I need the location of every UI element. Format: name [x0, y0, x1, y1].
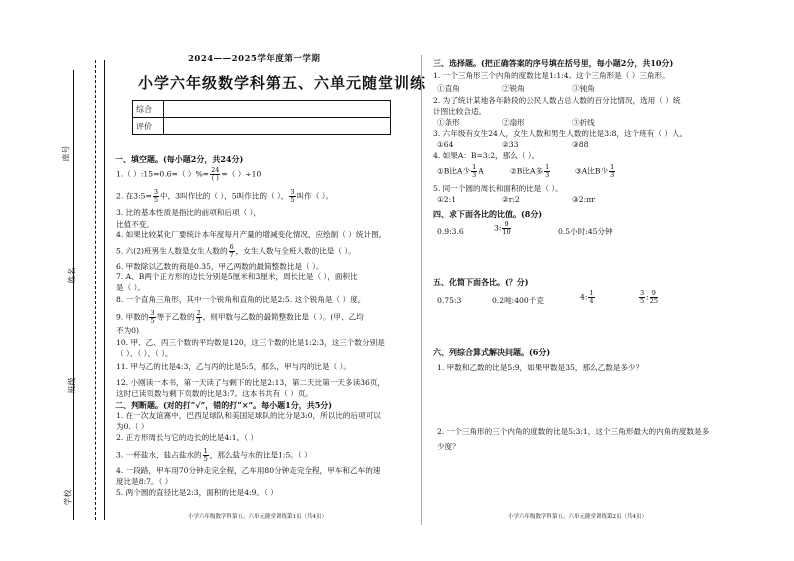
choice-4-option-2: ②B比A多 $\frac{1}{3}$	[510, 163, 550, 179]
section1-heading: 一、填空题。(每小题2分，共24分)	[115, 154, 244, 164]
page-divider	[421, 55, 422, 525]
question-3-line2: 比值不变。	[116, 220, 154, 229]
judge-1-line2: 为0.（ ）	[116, 422, 149, 431]
choice-5-option-1: ①2:1	[437, 195, 457, 204]
choice-1-option-1: ①直角	[437, 84, 460, 93]
choice-2-option-1: ①条形	[437, 118, 460, 127]
choice-3-option-3: ③88	[572, 140, 589, 149]
question-10-line2: （ ）、（ ）、（ ）。	[116, 349, 173, 358]
section2-heading: 二、判断题。(对的打“√”，错的打“×”。每小题1分，共5分)	[115, 400, 333, 410]
question-7-line1: 7. A、B两个正方形的边长分别是5厘米和3厘米，周长比是（ ），面积比	[116, 272, 358, 281]
seat-label: 座号	[61, 145, 71, 162]
section4-heading: 四、求下面各比的比值。(8分)	[433, 209, 543, 219]
simplify-2: 0.2吨:400千克	[492, 296, 544, 305]
question-7-line2: 是（ ）。	[116, 283, 145, 292]
choice-3: 3. 六年级有女生24人，女生人数和男生人数的比是3:8，这个班有（ ）人。	[433, 129, 688, 138]
question-9-line2: 不为0)	[116, 326, 139, 335]
question-1: 1.（ ）:15=0.6=（ ）%= $\frac{24}{( )}$ =（ ）÷10	[116, 166, 262, 182]
judge-1-line1: 1. 在一次友谊赛中，巴西足球队和美国足球队的比分是3:0，所以比的后项可以	[116, 411, 381, 420]
choice-3-option-1: ①64	[437, 140, 454, 149]
question-3-line1: 3. 比的基本性质是指比的前项和后项（ ），	[116, 208, 261, 217]
choice-5-option-2: ②r:2	[502, 195, 520, 204]
ratio-2: 3: $\frac{9}{10}$	[494, 220, 511, 236]
judge-2: 2. 正方形周长与它的边长的比是4:1。（ ）	[116, 433, 258, 442]
question-4: 4. 如果比较某化厂要统计本年度每月产量的增减变化情况，应绘制（ ）统计图。	[116, 230, 387, 239]
choice-2-line1: 2. 为了统计某地各年龄段的公民人数占总人数的百分比情况，选用（ ）统	[433, 96, 681, 105]
question-11: 11. 甲与乙的比是4:3，乙与丙的比是5:5，那么，甲与丙的比是（ ）。	[116, 362, 351, 371]
choice-1: 1. 一个三角形三个内角的度数比是1:1:4。这个三角形是（ ）三角形。	[433, 71, 670, 80]
problem-2-line1: 2. 一个三角形的三个内角的度数的比是5:3:1，这个三角形最大的内角的度数是多	[437, 427, 710, 436]
right-footer: 小学六年级数学科第五、六单元随堂训练第2页（共4页）	[508, 514, 648, 520]
score-label-1: 综合	[133, 101, 164, 118]
question-5: 5. 六(2)班男生人数是女生人数的 $\frac{6}{7}$ ，女生人数与全班人数的比是（ ）。	[116, 243, 356, 259]
question-2: 2. 在3:5= $\frac{3}{5}$ 中，3叫作比的（ ），5叫作比的（ ）， $\frac{3}{5}$ 叫作（ ）。	[116, 188, 334, 204]
simplify-4: $\frac{3}{5}$ : $\frac{9}{25}$	[640, 289, 658, 305]
judge-4-line1: 4. 一段路，甲车用70分钟走完全程，乙车用80分钟走完全程，甲车和乙车的速	[116, 466, 381, 475]
simplify-3: 4: $\frac{1}{4}$	[580, 289, 594, 305]
question-8: 8. 一个直角三角形，其中一个锐角和直角的比是2:5. 这个锐角是（ ）度。	[116, 295, 366, 304]
left-footer: 小学六年级数学科第五、六单元随堂训练第1页（共4页）	[188, 514, 328, 520]
binding-line-inner	[104, 60, 105, 520]
judge-5: 5. 两个圆的直径比是2:3，面积的比是4:9。（ ）	[116, 488, 278, 497]
problem-1: 1. 甲数和乙数的比是5:9，如果甲数是35，那么乙数是多少？	[437, 363, 644, 372]
fold-dashed-line	[95, 60, 96, 520]
simplify-1: 0.75:3	[437, 296, 462, 305]
question-6: 6. 甲数除以乙数的商是0.35，甲乙两数的最简整数比是（ ）。	[116, 262, 324, 271]
choice-5: 5. 同一个圆的周长和面积的比是（ ）。	[433, 184, 563, 193]
problem-2-line2: 少度？	[437, 442, 460, 451]
score-table	[132, 100, 391, 135]
choice-3-option-2: ②33	[502, 140, 519, 149]
question-10-line1: 10. 甲、乙、丙三个数的平均数是120，这三个数的比是1:2:3，这三个数分别是	[116, 338, 385, 347]
question-12-line1: 12. 小刚读一本书，第一天读了与剩下的比是2:13，第二天比第一天多读36页，	[116, 378, 386, 387]
choice-4: 4. 如果A：B=3:2，那么（ ）。	[433, 151, 540, 160]
section6-heading: 六、列综合算式解决问题。(6分)	[433, 347, 551, 357]
choice-4-option-1: ①B比A少 $\frac{1}{3}$ A	[437, 163, 484, 179]
ratio-3: 0.5小时:45分钟	[558, 227, 613, 236]
choice-5-option-3: ③2:πr	[572, 195, 595, 204]
choice-1-option-2: ②锐角	[502, 84, 525, 93]
class-label: 班级	[67, 377, 77, 394]
question-12-line2: 这时已读页数与剩下页数的比是3:7。这本书共有（ ）页。	[116, 389, 313, 398]
ratio-1: 0.9:3.6	[437, 227, 464, 236]
school-year-heading: 2024——2025学年度第一学期	[188, 54, 321, 64]
binding-line	[73, 70, 74, 520]
page-title: 小学六年级数学科第五、六单元随堂训练	[138, 74, 427, 92]
choice-2-line2: 计图比较合适。	[433, 107, 487, 116]
choice-4-option-3: ③A比B少 $\frac{1}{3}$	[575, 163, 615, 179]
name-label: 姓名	[67, 267, 77, 284]
choice-1-option-3: ③钝角	[572, 84, 595, 93]
judge-3: 3. 一杯盐水，盐占盐水的 $\frac{1}{5}$ ，那么盐与水的比是1:5。（ ）	[116, 447, 312, 463]
judge-4-line2: 度比是8:7。（ ）	[116, 477, 173, 486]
section5-heading: 五、化简下面各比。(？分)	[433, 277, 529, 287]
school-label: 学校	[63, 489, 73, 506]
choice-2-option-2: ②扇形	[502, 118, 525, 127]
score-label-2: 评价	[133, 118, 164, 135]
section3-heading: 三、选择题。(把正确答案的序号填在括号里，每小题2分，共10分)	[433, 58, 674, 68]
question-9: 9. 甲数的 $\frac{3}{5}$ 等于乙数的 $\frac{2}{3}$ ，则甲数与乙数的最简整数比是（ ）。(甲、乙均	[116, 309, 364, 325]
choice-2-option-3: ③折线	[572, 118, 595, 127]
